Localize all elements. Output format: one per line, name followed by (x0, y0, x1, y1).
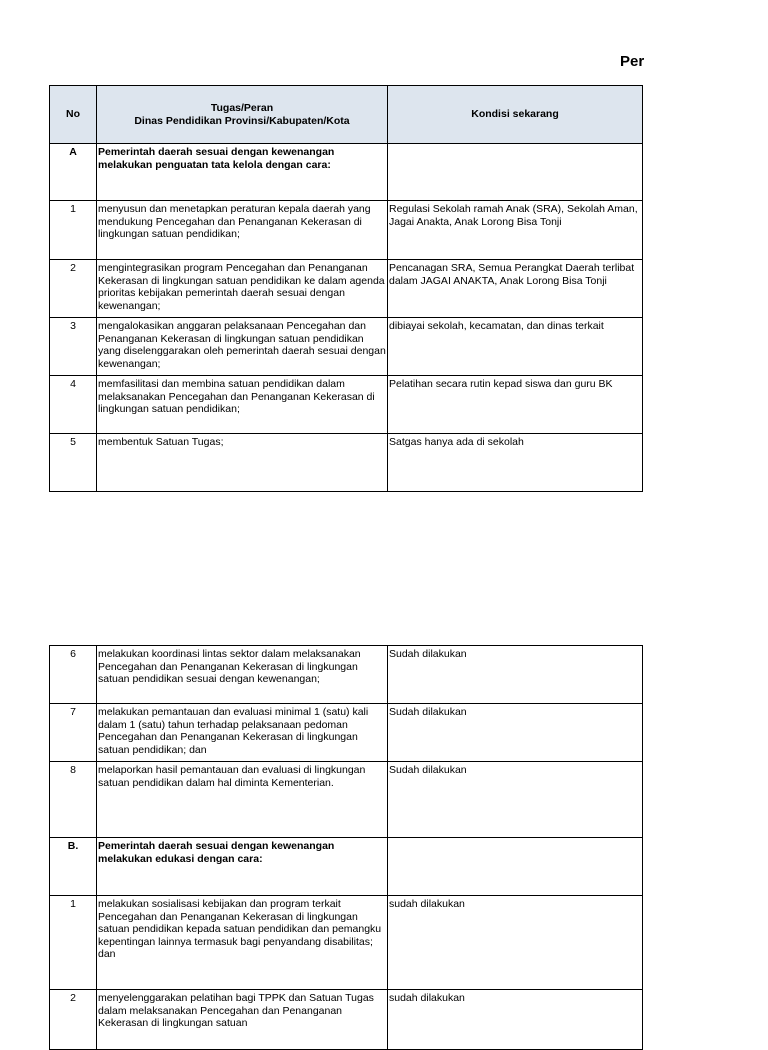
row-condition: Sudah dilakukan (388, 704, 643, 762)
row-task: Pemerintah daerah sesuai dengan kewenangan melakukan penguatan tata kelola dengan cara: (97, 144, 388, 201)
row-number: 3 (50, 318, 97, 376)
row-task: melakukan sosialisasi kebijakan dan program terkait Pencegahan dan Penanganan Kekerasan di lingkungan satuan pendidikan kepada satuan pendidikan dan pemangku kepentingan lainnya termasuk bagi penyandang disabilitas; dan (97, 896, 388, 990)
row-task: membentuk Satuan Tugas; (97, 434, 388, 492)
table-row (50, 838, 643, 896)
row-condition: dibiayai sekolah, kecamatan, dan dinas terkait (388, 318, 643, 376)
header-task-line2: Dinas Pendidikan Provinsi/Kabupaten/Kota (134, 114, 350, 127)
row-number: 2 (50, 260, 97, 318)
table-row (50, 896, 643, 990)
row-condition: Satgas hanya ada di sekolah (388, 434, 643, 492)
header-condition: Kondisi sekarang (388, 86, 643, 144)
row-number: 4 (50, 376, 97, 434)
table-row (50, 201, 643, 260)
table-row (50, 704, 643, 762)
row-task: memfasilitasi dan membina satuan pendidikan dalam melaksanakan Pencegahan dan Penanganan Kekerasan di lingkungan satuan pendidikan; (97, 376, 388, 434)
table-row (50, 260, 643, 318)
row-condition: Pelatihan secara rutin kepad siswa dan guru BK (388, 376, 643, 434)
row-task: Pemerintah daerah sesuai dengan kewenangan melakukan edukasi dengan cara: (97, 838, 388, 896)
header-task (97, 86, 388, 144)
table-row (50, 434, 643, 492)
row-task: mengalokasikan anggaran pelaksanaan Pencegahan dan Penanganan Kekerasan di lingkungan satuan pendidikan yang diselenggarakan oleh pemerintah daerah sesuai dengan kewenangan; (97, 318, 388, 376)
row-condition: Sudah dilakukan (388, 762, 643, 838)
row-condition (388, 144, 643, 201)
header-no: No (50, 86, 97, 144)
row-condition: sudah dilakukan (388, 990, 643, 1050)
row-task: melakukan pemantauan dan evaluasi minimal 1 (satu) kali dalam 1 (satu) tahun terhadap pelaksanaan pedoman Pencegahan dan Penanganan Kekerasan di lingkungan satuan pendidikan; dan (97, 704, 388, 762)
page-title: Per (620, 53, 645, 70)
row-condition: Regulasi Sekolah ramah Anak (SRA), Sekolah Aman, Jagai Anakta, Anak Lorong Bisa Tonji (388, 201, 643, 260)
table-row (50, 144, 643, 201)
table-header-row (50, 86, 643, 144)
row-number: 1 (50, 896, 97, 990)
row-number: 5 (50, 434, 97, 492)
table-row (50, 762, 643, 838)
row-task: melakukan koordinasi lintas sektor dalam melaksanakan Pencegahan dan Penanganan Kekerasan di lingkungan satuan pendidikan sesuai dengan kewenangan; (97, 646, 388, 704)
row-condition: sudah dilakukan (388, 896, 643, 990)
row-task: melaporkan hasil pemantauan dan evaluasi di lingkungan satuan pendidikan dalam hal diminta Kementerian. (97, 762, 388, 838)
table-row (50, 990, 643, 1050)
row-number: 8 (50, 762, 97, 838)
table-row (50, 646, 643, 704)
table-row (50, 376, 643, 434)
tasks-table-part-2 (49, 645, 643, 1050)
row-number: 1 (50, 201, 97, 260)
row-condition (388, 838, 643, 896)
row-number: B. (50, 838, 97, 896)
row-number: 2 (50, 990, 97, 1050)
tasks-table-part-1 (49, 85, 643, 492)
row-task: menyusun dan menetapkan peraturan kepala daerah yang mendukung Pencegahan dan Penanganan Kekerasan di lingkungan satuan pendidikan; (97, 201, 388, 260)
row-task: mengintegrasikan program Pencegahan dan Penanganan Kekerasan di lingkungan satuan pendidikan ke dalam agenda prioritas kebijakan pemerintah daerah sesuai dengan kewenangan; (97, 260, 388, 318)
row-condition: Sudah dilakukan (388, 646, 643, 704)
header-task-line1: Tugas/Peran (210, 102, 274, 114)
row-number: A (50, 144, 97, 201)
row-number: 7 (50, 704, 97, 762)
row-number: 6 (50, 646, 97, 704)
row-task: menyelenggarakan pelatihan bagi TPPK dan Satuan Tugas dalam melaksanakan Pencegahan dan Penanganan Kekerasan di lingkungan satuan (97, 990, 388, 1050)
table-row (50, 318, 643, 376)
row-condition: Pencanagan SRA, Semua Perangkat Daerah terlibat dalam JAGAI ANAKTA, Anak Lorong Bisa Tonji (388, 260, 643, 318)
